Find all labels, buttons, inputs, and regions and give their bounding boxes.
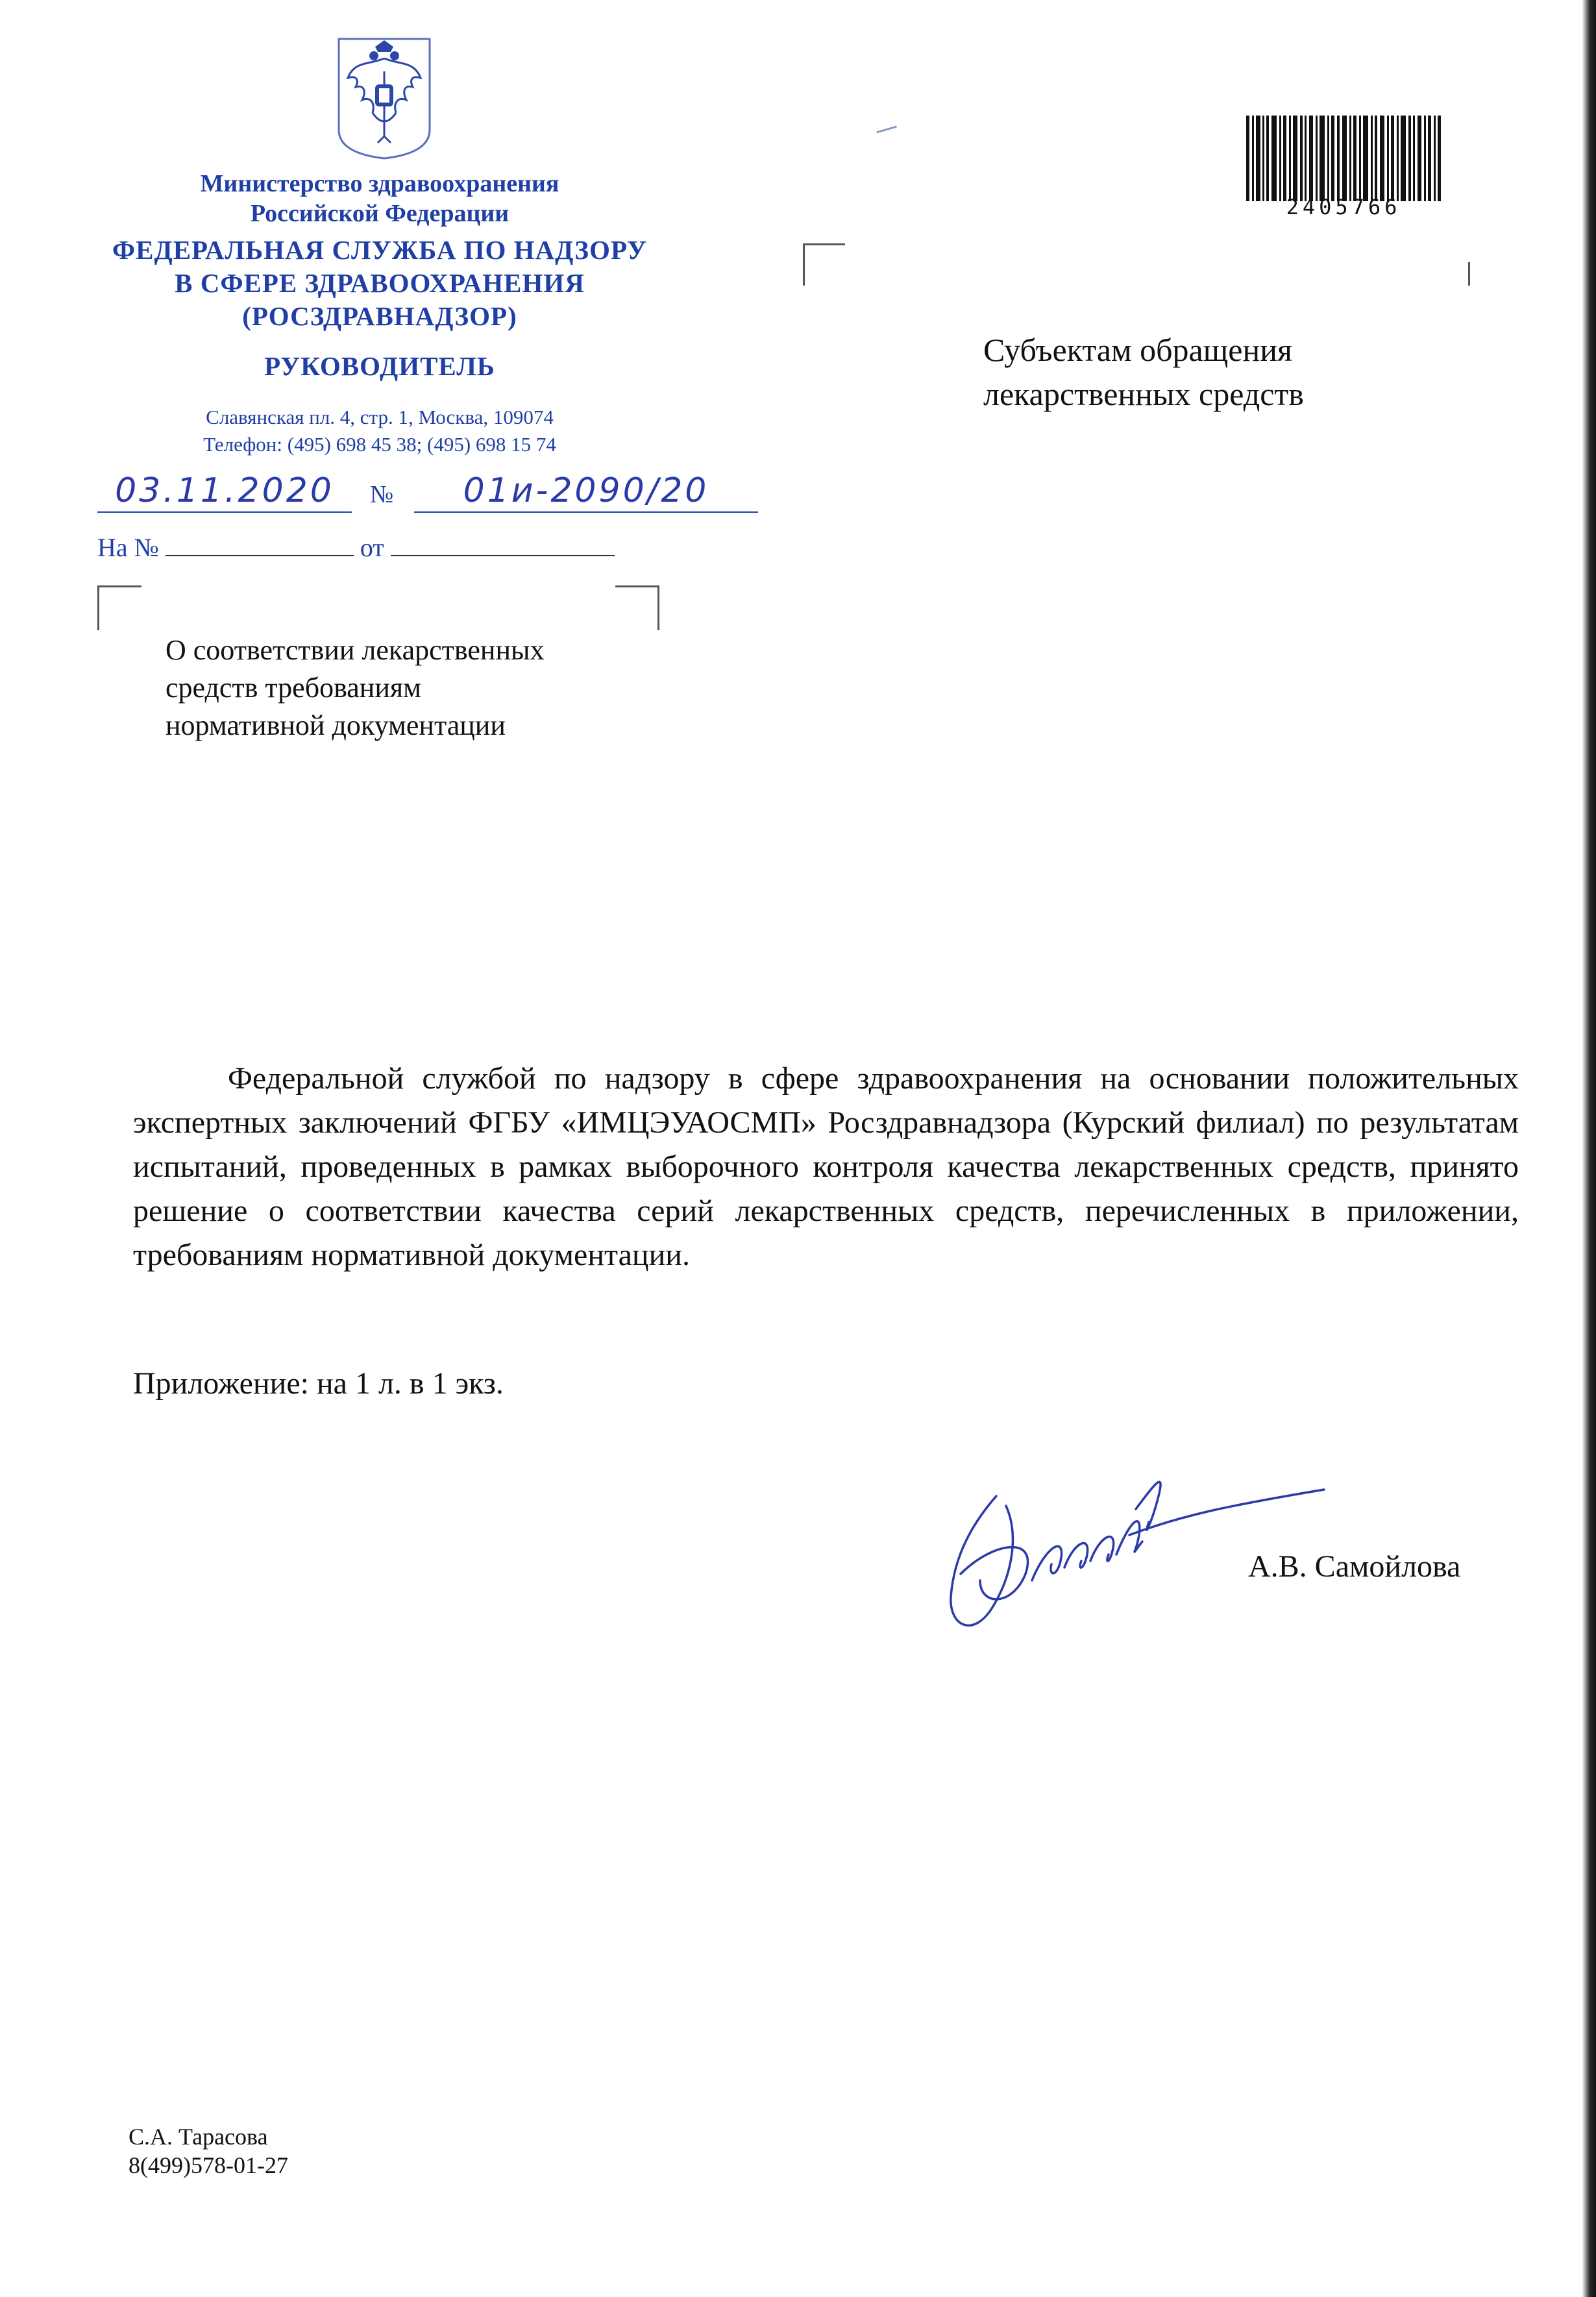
registration-number: 01и-2090/20 [414,471,758,513]
scan-mark [876,126,897,134]
registration-date: 03.11.2020 [97,471,352,513]
position-title: РУКОВОДИТЕЛЬ [264,351,495,381]
ref-date-blank [391,548,615,556]
ref-from-label: от [360,533,384,562]
barcode-number: 2405766 [1286,195,1401,219]
ref-label: На № [97,533,159,562]
ministry-name [97,169,662,228]
subject-bracket-left [97,585,141,630]
service-line: (РОСЗДРАВНАДЗОР) [242,301,517,331]
executor-block [129,2122,288,2180]
service-line: В СФЕРЕ ЗДРАВООХРАНЕНИЯ [175,268,585,298]
handwritten-signature [935,1444,1337,1652]
addressee-line: лекарственных средств [983,376,1304,412]
signatory-name: А.В. Самойлова [1248,1549,1461,1584]
attachment-note: Приложение: на 1 л. в 1 экз. [133,1366,504,1401]
subject-line: нормативной документации [166,709,506,741]
service-line: ФЕДЕРАЛЬНАЯ СЛУЖБА ПО НАДЗОРУ [112,235,648,265]
subject-bracket-right [615,585,659,630]
addressee-bracket-right [1468,262,1470,286]
service-name [78,234,681,333]
subject-line: средств требованиям [166,672,421,704]
ministry-line: Министерство здравоохранения [200,170,559,197]
phone: Телефон: (495) 698 45 38; (495) 698 15 74 [203,433,556,456]
ministry-line: Российской Федерации [250,200,509,227]
executor-name: С.А. Тарасова [129,2124,268,2150]
ref-number-blank [166,548,354,556]
body-paragraph: Федеральной службой по надзору в сфере здравоохранения на основании положительных экспертных заключений ФГБУ «ИМЦЭУАОСМП» Росздравнадзора (Курский филиал) по результатам испытаний, проведенных в рамках выборочного контроля качества лекарственных средств, принято решение о соответствии качества серий лекарственных средств, перечисленных в приложении, требованиям нормативной документации. [133,1061,1519,1272]
contact-block [97,404,662,458]
scan-page-edge [1582,0,1596,2297]
addressee-bracket-left [803,243,845,286]
letter-subject [166,632,545,744]
number-sign: № [370,481,394,508]
addressee [983,328,1304,416]
russian-coat-of-arms-icon [330,32,439,160]
barcode [1246,116,1441,201]
address: Славянская пл. 4, стр. 1, Москва, 109074 [206,406,554,428]
executor-phone: 8(499)578-01-27 [129,2152,288,2178]
addressee-line: Субъектам обращения [983,332,1292,368]
reference-line [97,532,615,563]
subject-line: О соответствии лекарственных [166,634,545,666]
